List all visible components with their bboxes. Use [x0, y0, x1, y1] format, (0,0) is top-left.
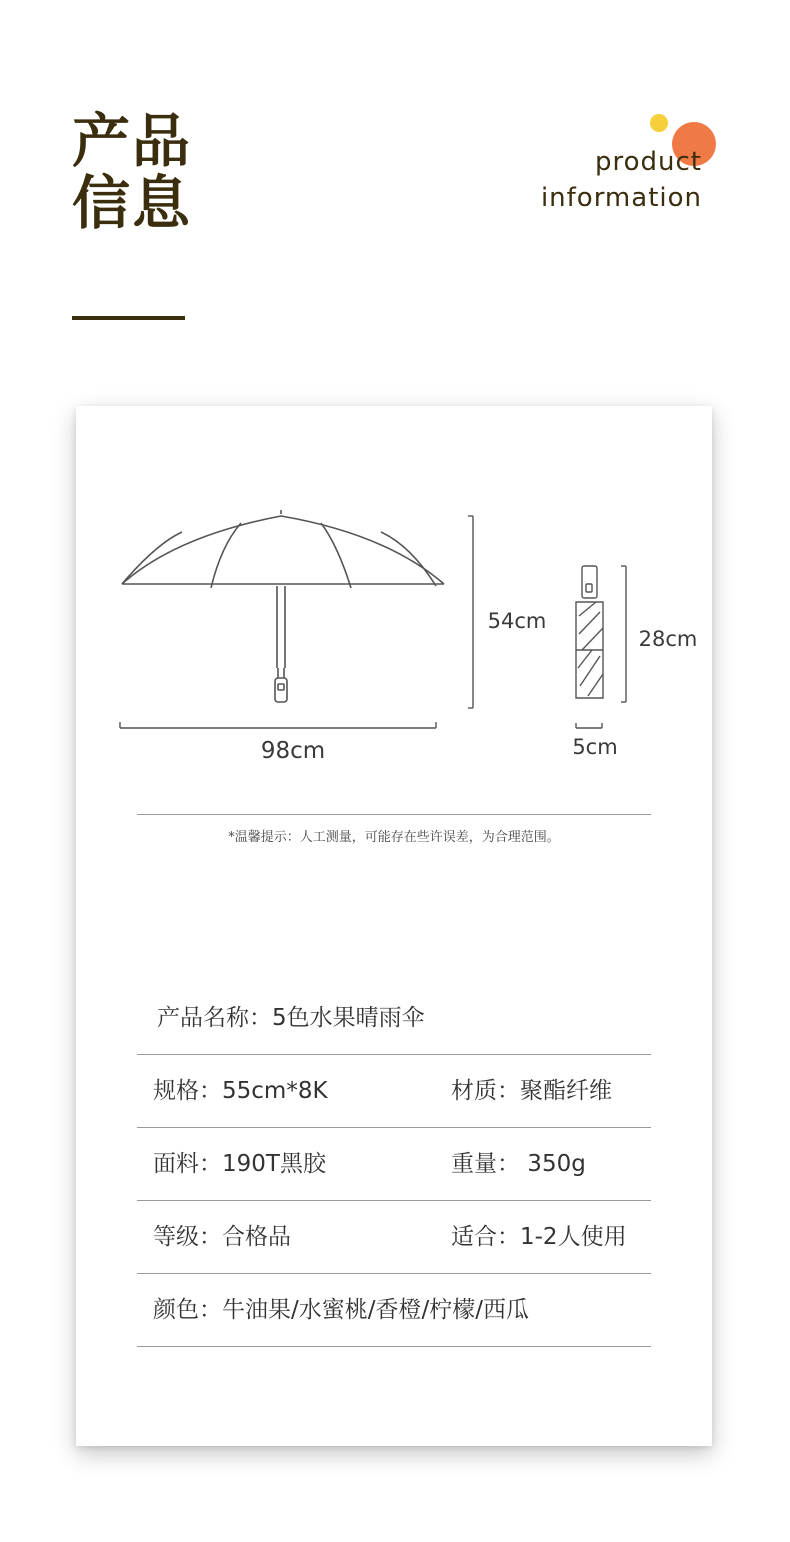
open-height-dimension-line: [468, 516, 473, 708]
page-title-en: [541, 144, 702, 216]
open-height-label: 54cm: [487, 609, 547, 633]
measurement-note: *温馨提示：人工测量，可能存在些许误差，为合理范围。: [228, 830, 560, 845]
spec-fabric: 面料：190T黑胶: [153, 1151, 326, 1177]
yellow-dot-decoration: [650, 114, 668, 132]
open-umbrella-icon: [122, 510, 444, 702]
folded-width-dimension-line: [576, 723, 602, 728]
title-cn-line2: 信息: [72, 169, 193, 237]
spec-grade: 等级：合格品: [153, 1224, 291, 1250]
spec-suitable: 适合：1-2人使用: [451, 1224, 627, 1250]
note-divider: [137, 814, 651, 815]
folded-width-label: 5cm: [572, 735, 618, 759]
spec-row-size: [137, 1055, 651, 1128]
spec-row-name: [137, 982, 651, 1055]
spec-row-grade: [137, 1201, 651, 1274]
folded-height-dimension-line: [621, 566, 626, 702]
title-underline: [72, 316, 185, 320]
spec-row-fabric: [137, 1128, 651, 1201]
title-en-line1: product: [594, 147, 702, 177]
spec-size: 规格：55cm*8K: [153, 1078, 328, 1104]
umbrella-dimension-diagram: [76, 406, 712, 786]
title-cn-line1: 产品: [72, 107, 193, 175]
folded-umbrella-icon: [576, 566, 603, 698]
title-en-line2: information: [540, 183, 702, 213]
page-title-cn: [72, 107, 193, 237]
spec-name: 产品名称：5色水果晴雨伞: [157, 1005, 425, 1031]
spec-row-colors: [137, 1274, 651, 1347]
spec-weight: 重量： 350g: [451, 1151, 586, 1177]
product-info-card: [76, 406, 712, 1446]
spec-material: 材质：聚酯纤维: [451, 1078, 612, 1104]
open-width-label: 98cm: [260, 738, 326, 764]
folded-height-label: 28cm: [638, 627, 698, 651]
width-dimension-line: [120, 722, 436, 728]
spec-colors: 颜色：牛油果/水蜜桃/香橙/柠檬/西瓜: [153, 1297, 529, 1323]
